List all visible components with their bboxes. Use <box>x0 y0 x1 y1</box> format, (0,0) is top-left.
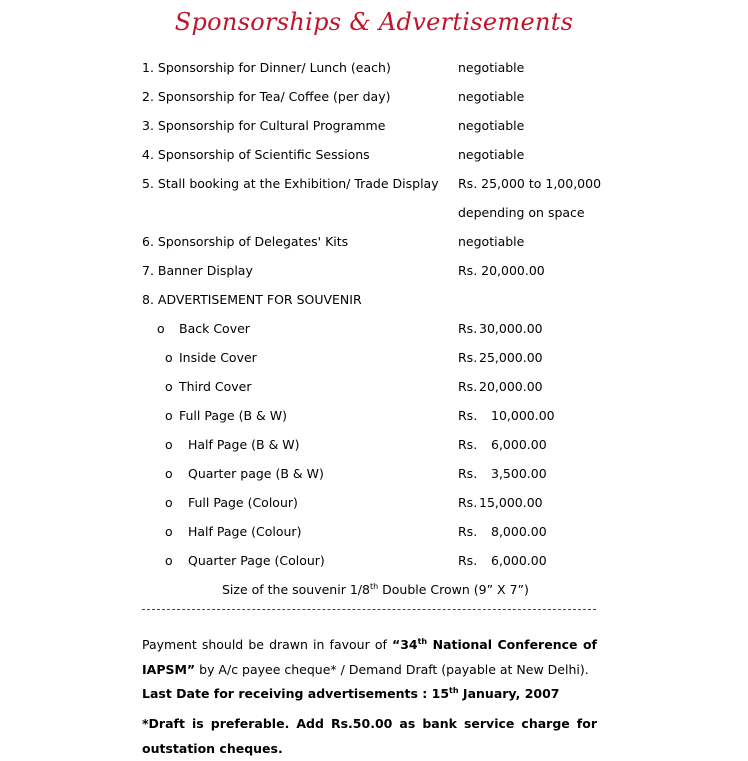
bullet-icon: o <box>165 553 173 568</box>
currency-label: Rs. <box>458 524 478 539</box>
payment-instructions: Payment should be drawn in favour of “34th National Conference of IAPSM” by A/c payee cheque* / Demand Draft (payable at New Delhi). <box>142 636 597 677</box>
currency-label: Rs. <box>458 379 478 394</box>
souvenir-row <box>0 319 748 339</box>
souvenir-price: 30,000.00 <box>479 321 543 336</box>
item-price: Rs. 25,000 to 1,00,000 <box>458 176 602 191</box>
item-label: 7. Banner Display <box>142 263 253 278</box>
item-price: negotiable <box>458 147 525 162</box>
souvenir-price: 25,000.00 <box>479 350 543 365</box>
divider-line <box>142 609 596 610</box>
draft-note: *Draft is preferable. Add Rs.50.00 as bank service charge for outstation cheques. <box>142 716 597 756</box>
bullet-icon: o <box>165 408 173 423</box>
souvenir-size-note: Size of the souvenir 1/8th Double Crown (9” X 7”) <box>222 581 529 597</box>
bullet-icon: o <box>157 321 165 336</box>
item-price: negotiable <box>458 60 525 75</box>
currency-label: Rs. <box>458 466 478 481</box>
item-label: 2. Sponsorship for Tea/ Coffee (per day) <box>142 89 391 104</box>
souvenir-row <box>0 464 748 484</box>
item-label: 5. Stall booking at the Exhibition/ Trade Display <box>142 176 439 191</box>
item-price: negotiable <box>458 89 525 104</box>
item-label: 6. Sponsorship of Delegates' Kits <box>142 234 349 249</box>
souvenir-label: Full Page (Colour) <box>188 495 298 510</box>
bullet-icon: o <box>165 437 173 452</box>
souvenir-price: 10,000.00 <box>491 408 555 423</box>
bullet-icon: o <box>165 350 173 365</box>
bullet-icon: o <box>165 524 173 539</box>
sponsorship-row <box>0 174 748 194</box>
souvenir-label: Quarter Page (Colour) <box>188 553 325 568</box>
souvenir-label: Full Page (B & W) <box>179 408 287 423</box>
currency-label: Rs. <box>458 350 478 365</box>
bullet-icon: o <box>165 495 173 510</box>
souvenir-price: 20,000.00 <box>479 379 543 394</box>
page-title: Sponsorships & Advertisements <box>174 8 574 36</box>
souvenir-label: Half Page (B & W) <box>188 437 300 452</box>
souvenir-label: Quarter page (B & W) <box>188 466 324 481</box>
item-price: depending on space <box>458 205 585 220</box>
souvenir-price: 3,500.00 <box>491 466 547 481</box>
souvenir-row <box>0 522 748 542</box>
sponsorship-row <box>0 58 748 78</box>
item-label: 3. Sponsorship for Cultural Programme <box>142 118 386 133</box>
souvenir-price: 6,000.00 <box>491 553 547 568</box>
last-date: Last Date for receiving advertisements : 15th January, 2007 <box>142 685 560 701</box>
item-label: 1. Sponsorship for Dinner/ Lunch (each) <box>142 60 391 75</box>
currency-label: Rs. <box>458 495 478 510</box>
sponsorship-row <box>0 145 748 165</box>
souvenir-row <box>0 435 748 455</box>
souvenir-price: 6,000.00 <box>491 437 547 452</box>
souvenir-row <box>0 377 748 397</box>
souvenir-price: 8,000.00 <box>491 524 547 539</box>
souvenir-label: Back Cover <box>179 321 250 336</box>
sponsorship-row <box>0 261 748 281</box>
currency-label: Rs. <box>458 553 478 568</box>
souvenir-label: Half Page (Colour) <box>188 524 302 539</box>
souvenir-label: Inside Cover <box>179 350 257 365</box>
sponsorship-row <box>0 290 748 310</box>
souvenir-row <box>0 551 748 571</box>
sponsorship-row <box>0 203 748 223</box>
item-label: 8. ADVERTISEMENT FOR SOUVENIR <box>142 292 362 307</box>
item-price: Rs. 20,000.00 <box>458 263 545 278</box>
item-price: negotiable <box>458 118 525 133</box>
bullet-icon: o <box>165 379 173 394</box>
souvenir-row <box>0 348 748 368</box>
currency-label: Rs. <box>458 408 478 423</box>
sponsorship-row <box>0 232 748 252</box>
currency-label: Rs. <box>458 437 478 452</box>
sponsorship-row <box>0 87 748 107</box>
item-label: 4. Sponsorship of Scientific Sessions <box>142 147 370 162</box>
currency-label: Rs. <box>458 321 478 336</box>
souvenir-row <box>0 493 748 513</box>
souvenir-price: 15,000.00 <box>479 495 543 510</box>
souvenir-row <box>0 406 748 426</box>
sponsorship-row <box>0 116 748 136</box>
souvenir-label: Third Cover <box>179 379 252 394</box>
item-price: negotiable <box>458 234 525 249</box>
bullet-icon: o <box>165 466 173 481</box>
